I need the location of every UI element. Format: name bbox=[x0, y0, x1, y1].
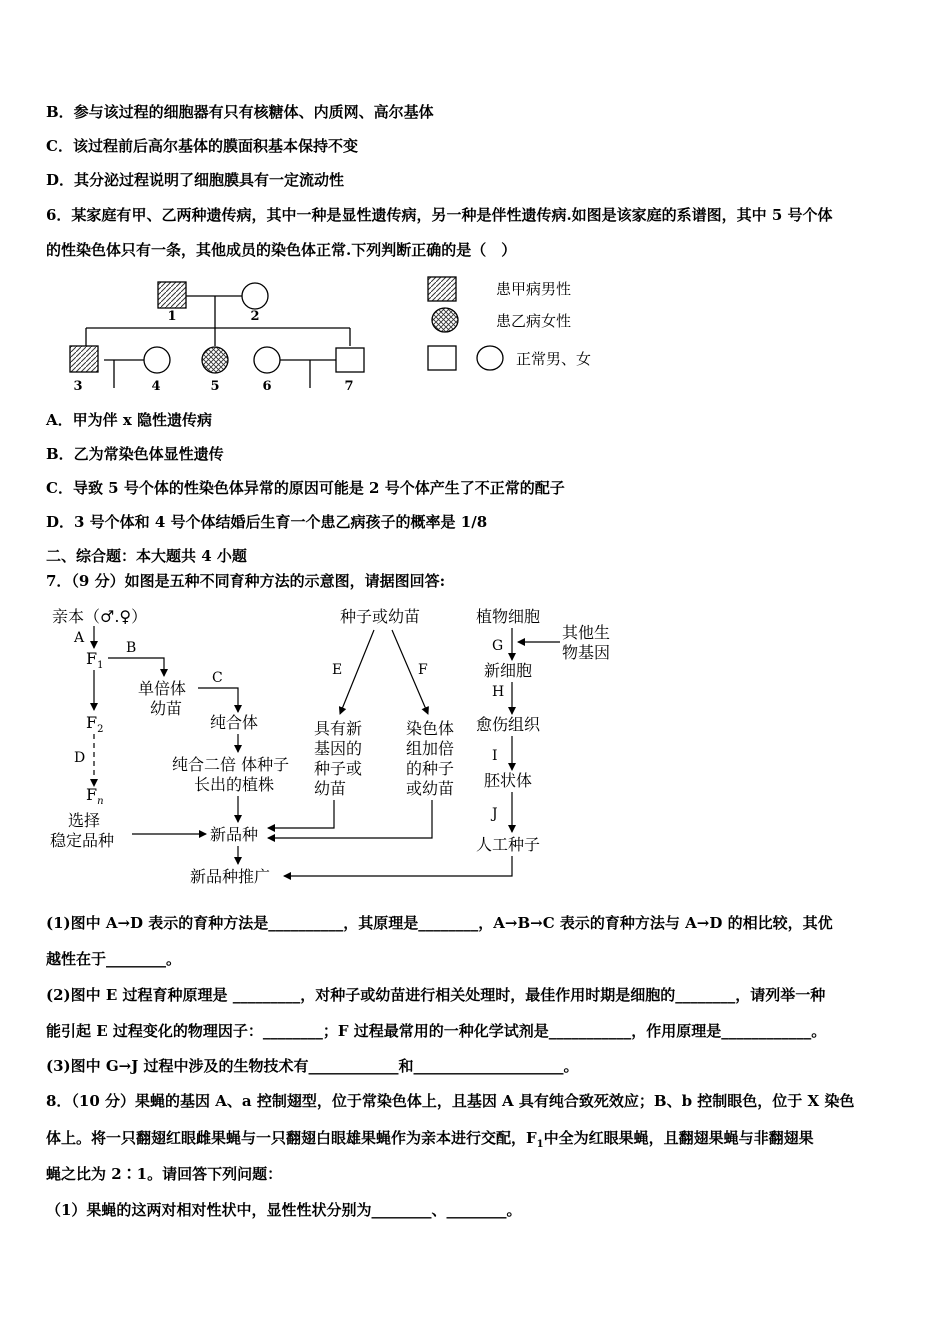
q6-option-c: C．导致 5 号个体的性染色体异常的原因可能是 2 号个体产生了不正常的配子 bbox=[46, 479, 565, 497]
node-new-cell: 新细胞 bbox=[484, 661, 533, 680]
label-f: F bbox=[418, 662, 428, 678]
label-d: D bbox=[74, 750, 86, 766]
node-e-line3: 种子或 bbox=[314, 759, 363, 778]
node-fn: $F_n$ bbox=[86, 785, 104, 807]
q6-option-a: A．甲为伴 x 隐性遗传病 bbox=[46, 411, 213, 429]
label-g: G bbox=[492, 638, 504, 654]
q7-part1-line1: (1)图中 A→D 表示的育种方法是__________，其原理是________，A→B→C 表示的育种方法与 A→D 的相比较，其优 bbox=[46, 914, 833, 932]
node-haploid-line2: 幼苗 bbox=[150, 699, 183, 718]
node-f1: $F_1$ bbox=[86, 649, 104, 671]
q5-option-b: B．参与该过程的细胞器有只有核糖体、内质网、高尔基体 bbox=[46, 103, 434, 121]
node-seed-or-seedling: 种子或幼苗 bbox=[340, 607, 421, 626]
node-e-line4: 幼苗 bbox=[314, 779, 347, 798]
breeding-diagram bbox=[40, 600, 660, 890]
node-diploid-line1: 纯合二倍 体种子 bbox=[172, 755, 290, 774]
node-select-line1: 选择 bbox=[68, 811, 101, 830]
q6-stem-line2: 的性染色体只有一条，其他成员的染色体正常.下列判断正确的是（ ） bbox=[46, 241, 517, 259]
label-2: 2 bbox=[250, 309, 260, 324]
node-f-line3: 的种子 bbox=[406, 759, 455, 778]
legend-label-trait-a-male: 患甲病男性 bbox=[496, 280, 572, 298]
q6-stem-line1: 6．某家庭有甲、乙两种遗传病，其中一种是显性遗传病，另一种是伴性遗传病.如图是该家庭的系谱图，其中 5 号个体 bbox=[46, 206, 833, 224]
label-a: A bbox=[74, 630, 85, 646]
q7-part2-line1: (2)图中 E 过程育种原理是 _________，对种子或幼苗进行相关处理时，最佳作用时期是细胞的________，请列举一种 bbox=[46, 986, 826, 1004]
q7-stem: 7．（9 分）如图是五种不同育种方法的示意图，请据图回答: bbox=[46, 572, 446, 590]
node-promotion: 新品种推广 bbox=[190, 867, 271, 886]
q6-option-d: D．3 号个体和 4 号个体结婚后生育一个患乙病孩子的概率是 1/8 bbox=[46, 513, 488, 531]
node-pure: 纯合体 bbox=[210, 713, 259, 732]
label-e: E bbox=[332, 662, 343, 678]
node-e-line1: 具有新 bbox=[314, 719, 363, 738]
label-j: J bbox=[492, 806, 498, 822]
q8-stem-line2: 体上。将一只翻翅红眼雌果蝇与一只翻翅白眼雄果蝇作为亲本进行交配，$F_1$中全为红眼果蝇，且翻翅果蝇与非翻翅果 bbox=[46, 1129, 814, 1150]
individual-1-affected-male bbox=[158, 282, 186, 308]
node-f-line2: 组加倍 bbox=[406, 739, 455, 758]
label-c: C bbox=[212, 670, 223, 686]
legend-affected-female-icon bbox=[432, 308, 458, 332]
q7-part3: (3)图中 G→J 过程中涉及的生物技术有____________和____________________。 bbox=[46, 1057, 579, 1075]
label-i: I bbox=[492, 748, 498, 764]
node-e-line2: 基因的 bbox=[314, 739, 363, 758]
label-4: 4 bbox=[151, 379, 161, 394]
node-select-line2: 稳定品种 bbox=[50, 831, 115, 850]
label-7: 7 bbox=[344, 379, 354, 394]
label-3: 3 bbox=[73, 379, 83, 394]
individual-4-normal-female bbox=[144, 347, 170, 373]
legend-normal-male-icon bbox=[428, 346, 456, 370]
q8-stem-line3: 蝇之比为 2∶1。请回答下列问题： bbox=[46, 1165, 283, 1183]
node-f-line1: 染色体 bbox=[406, 719, 455, 738]
node-callus: 愈伤组织 bbox=[476, 715, 541, 734]
q7-part1-line2: 越性在于________。 bbox=[46, 950, 182, 968]
legend-affected-male-icon bbox=[428, 277, 456, 301]
node-f-line4: 或幼苗 bbox=[406, 779, 455, 798]
section-heading: 二、综合题：本大题共 4 小题 bbox=[46, 547, 247, 565]
q6-option-b: B．乙为常染色体显性遗传 bbox=[46, 445, 224, 463]
legend-normal-female-icon bbox=[477, 346, 503, 370]
label-h: H bbox=[492, 684, 505, 700]
node-artificial-seed: 人工种子 bbox=[476, 835, 541, 854]
node-f2: $F_2$ bbox=[86, 713, 104, 735]
label-5: 5 bbox=[210, 379, 220, 394]
individual-7-normal-male bbox=[336, 348, 364, 372]
q5-option-d: D．其分泌过程说明了细胞膜具有一定流动性 bbox=[46, 171, 345, 189]
legend-label-normal: 正常男、女 bbox=[516, 350, 592, 368]
node-diploid-line2: 长出的植株 bbox=[194, 775, 275, 794]
legend-label-trait-b-female: 患乙病女性 bbox=[496, 312, 572, 330]
q8-part1: （1）果蝇的这两对相对性状中，显性性状分别为________、________。 bbox=[46, 1201, 522, 1219]
node-other-genes-line1: 其他生 bbox=[562, 623, 611, 642]
node-plant-cell: 植物细胞 bbox=[476, 607, 541, 626]
individual-6-normal-female bbox=[254, 347, 280, 373]
node-embryoid: 胚状体 bbox=[484, 771, 533, 790]
q7-part2-line2: 能引起 E 过程变化的物理因子：________；F 过程最常用的一种化学试剂是___________，作用原理是____________。 bbox=[46, 1022, 827, 1040]
node-new-variety: 新品种 bbox=[210, 825, 259, 844]
q8-stem-line1: 8．（10 分）果蝇的基因 A、a 控制翅型，位于常染色体上，且基因 A 具有纯合致死效应；B、b 控制眼色，位于 X 染色 bbox=[46, 1092, 855, 1110]
individual-2-normal-female bbox=[242, 283, 268, 309]
label-b: B bbox=[126, 640, 137, 656]
node-other-genes-line2: 物基因 bbox=[562, 643, 611, 662]
label-1: 1 bbox=[167, 309, 177, 324]
q5-option-c: C．该过程前后高尔基体的膜面积基本保持不变 bbox=[46, 137, 358, 155]
individual-5-affected-female bbox=[202, 347, 228, 373]
node-haploid-line1: 单倍体 bbox=[138, 679, 187, 698]
label-6: 6 bbox=[262, 379, 272, 394]
individual-3-affected-male bbox=[70, 346, 98, 372]
pedigree-chart bbox=[56, 272, 636, 396]
node-parents: 亲本（♂.♀） bbox=[52, 607, 148, 626]
